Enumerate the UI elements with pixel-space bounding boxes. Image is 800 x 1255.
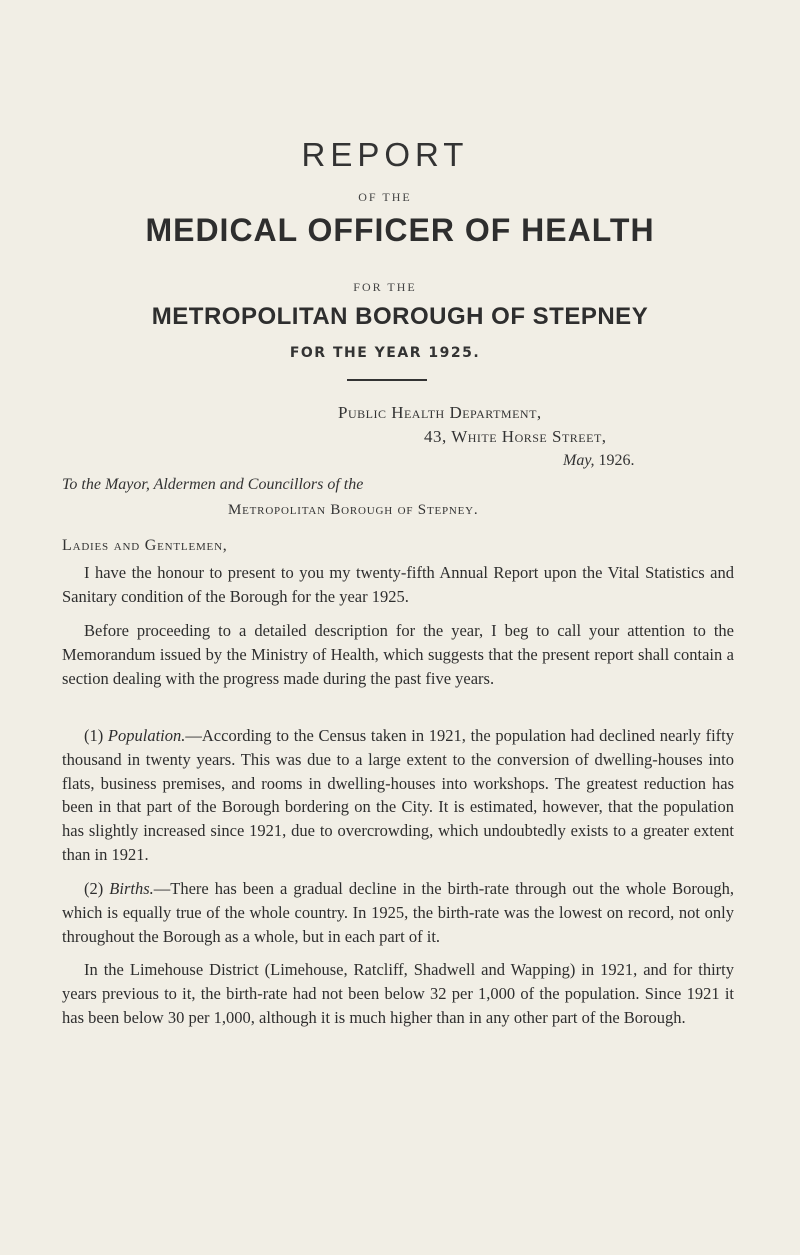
paragraph-births xyxy=(62,877,734,948)
population-label: Population. xyxy=(107,726,186,745)
for-the-line: FOR THE xyxy=(353,280,417,294)
report-title: REPORT xyxy=(301,136,469,173)
year-heading: FOR THE YEAR 1925. xyxy=(289,345,481,361)
address-street: 43, White Horse Street, xyxy=(424,427,607,446)
address-department: Public Health Department, xyxy=(338,403,542,422)
addressee-body: Metropolitan Borough of Stepney. xyxy=(228,502,479,518)
births-text: —There has been a gradual decline in the birth-rate through out the whole Borough, which is equally true of the whole country. In 1925, the birth-rate was the lowest on record, not only throughout the Borough as a whole, but in each part of it. xyxy=(62,879,734,946)
population-number: (1) xyxy=(84,726,104,745)
medical-officer-heading: MEDICAL OFFICER OF HEALTH xyxy=(145,212,655,248)
population-text: —According to the Census taken in 1921, the population had declined nearly fifty thousand in twenty years. This was due to a large extent to the conversion of dwelling-houses into flats, business premises, and rooms in dwelling-houses into workshops. The greatest reduction has been in that part of the Borough bordering on the City. It is estimated, however, that the population has slightly increased since 1921, due to overcrowding, which undoubtedly exists to a greater extent than in 1921. xyxy=(62,726,734,864)
births-number: (2) xyxy=(84,879,104,898)
date-month: May, xyxy=(563,452,595,469)
greeting: Ladies and Gentlemen, xyxy=(62,537,228,554)
of-the-line: OF THE xyxy=(358,190,412,204)
title-divider xyxy=(347,379,427,381)
paragraph-memorandum: Before proceeding to a detailed description for the year, I beg to call your attention to the Memorandum issued by the Ministry of Health, which suggests that the present report shall contain a section dealing with the progress made during the past five years. xyxy=(62,621,734,688)
addressee-line: To the Mayor, Aldermen and Councillors of the xyxy=(62,476,364,493)
paragraph-limehouse: In the Limehouse District (Limehouse, Ratcliff, Shadwell and Wapping) in 1921, and for thirty years previous to it, the birth-rate had not been below 32 per 1,000 of the population. Since 1921 it has been below 30 per 1,000, although it is much higher than in any other part of the Borough. xyxy=(62,960,734,1027)
paragraph-population xyxy=(62,724,734,867)
address-date xyxy=(563,452,635,470)
borough-heading: METROPOLITAN BOROUGH OF STEPNEY xyxy=(151,303,649,330)
date-year: 1926. xyxy=(598,452,635,469)
births-label: Births. xyxy=(109,879,154,898)
paragraph-intro: I have the honour to present to you my twenty-fifth Annual Report upon the Vital Statistics and Sanitary condition of the Borough for the year 1925. xyxy=(62,563,734,606)
